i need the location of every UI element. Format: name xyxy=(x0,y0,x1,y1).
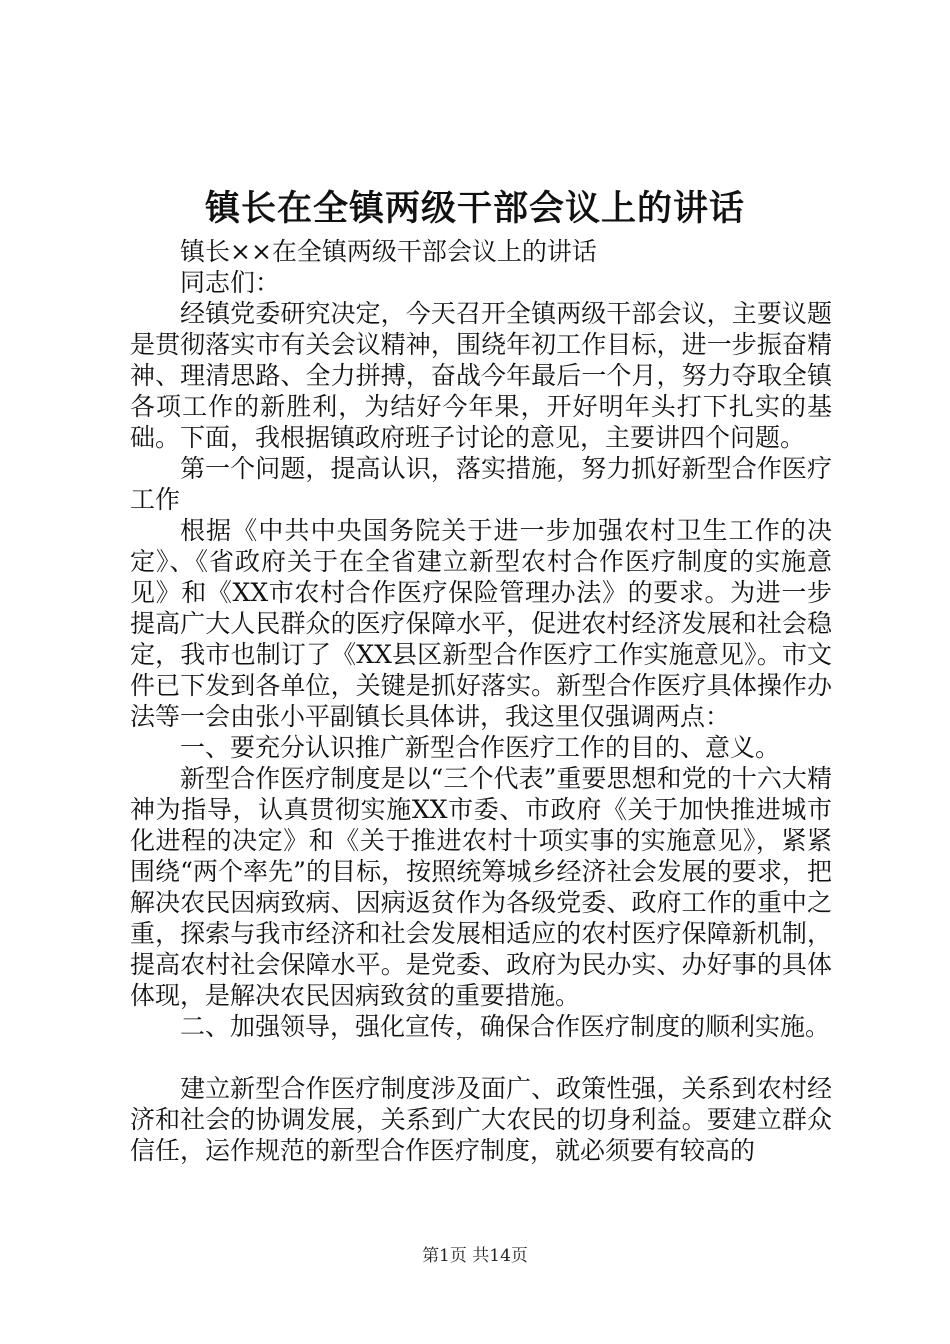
paragraph-salutation: 同志们： xyxy=(180,268,281,297)
page-total: 共14页 xyxy=(472,1246,528,1266)
document-title: 镇长在全镇两级干部会议上的讲话 xyxy=(204,188,745,229)
paragraph-heading-1: 第一个问题，提高认识，落实措施，努力抓好新型合作医疗工作 xyxy=(130,454,832,514)
paragraph-point-1: 一、要充分认识推广新型合作医疗工作的目的、意义。 xyxy=(180,733,781,762)
document-body xyxy=(130,236,832,1166)
paragraph-establish: 建立新型合作医疗制度涉及面广、政策性强，关系到农村经济和社会的协调发展，关系到广大农民的切身利益。要建立群众信任，运作规范的新型合作医疗制度，就必须要有较高的 xyxy=(130,1074,832,1165)
page-footer xyxy=(0,1244,950,1268)
paragraph-basis: 根据《中共中央国务院关于进一步加强农村卫生工作的决定》、《省政府关于在全省建立新型农村合作医疗制度的实施意见》和《XX市农村合作医疗保险管理办法》的要求。为进一步提高广大人民群众的医疗保障水平，促进农村经济发展和社会稳定，我市也制订了《XX县区新型合作医疗工作实施意见》。市文件已下发到各单位，关键是抓好落实。新型合作医疗具体操作办法等一会由张小平副镇长具体讲，我这里仅强调两点： xyxy=(130,516,832,731)
paragraph-point-2: 二、加强领导，强化宣传，确保合作医疗制度的顺利实施。 xyxy=(180,1012,831,1041)
page-number: 第1页 xyxy=(422,1246,467,1266)
paragraph-intro: 经镇党委研究决定，今天召开全镇两级干部会议，主要议题是贯彻落实市有关会议精神，围绕年初工作目标，进一步振奋精神、理清思路、全力拼搏，奋战今年最后一个月，努力夺取全镇各项工作的新胜利，为结好今年果，开好明年头打下扎实的基础。下面，我根据镇政府班子讨论的意见，主要讲四个问题。 xyxy=(130,299,832,452)
paragraph-subtitle: 镇长××在全镇两级干部会议上的讲话 xyxy=(180,237,597,266)
paragraph-system: 新型合作医疗制度是以“三个代表”重要思想和党的十六大精神为指导，认真贯彻实施XX市委、市政府《关于加快推进城市化进程的决定》和《关于推进农村十项实事的实施意见》，紧紧围绕“两个率先”的目标，按照统筹城乡经济社会发展的要求，把解决农民因病致病、因病返贫作为各级党委、政府工作的重中之重，探索与我市经济和社会发展相适应的农村医疗保障新机制，提高农村社会保障水平。是党委、政府为民办实、办好事的具体体现，是解决农民因病致贫的重要措施。 xyxy=(130,764,832,1010)
